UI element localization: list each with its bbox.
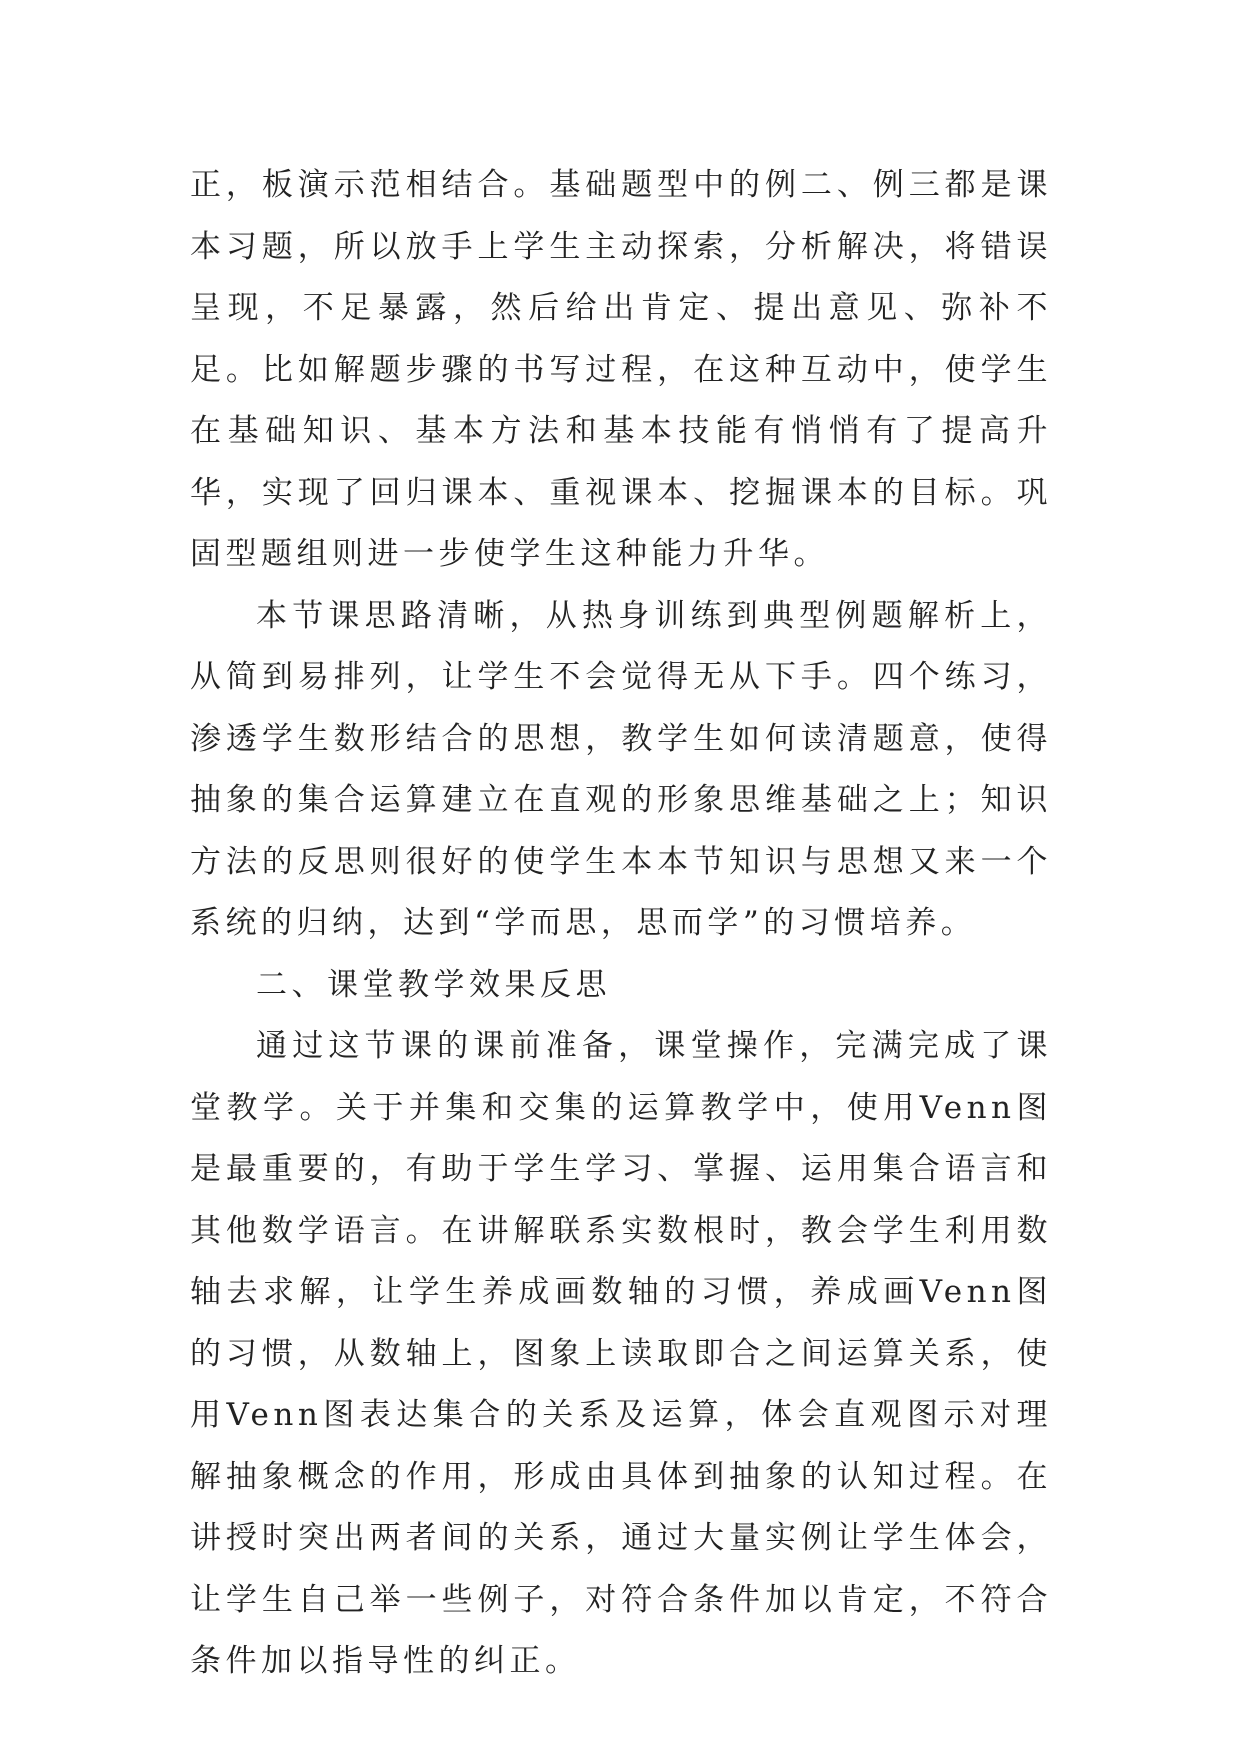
document-body (190, 155, 1052, 1693)
section-heading: 二、课堂教学效果反思 (256, 966, 611, 1003)
paragraph-teaching-effect: 通过这节课的课前准备，课堂操作，完满完成了课堂教学。关于并集和交集的运算教学中，使用Venn图是最重要的，有助于学生学习、掌握、运用集合语言和其他数学语言。在讲解联系实数根时，教会学生利用数轴去求解，让学生养成画数轴的习惯，养成画Venn图的习惯，从数轴上，图象上读取即合之间运算关系，使用Venn图表达集合的关系及运算，体会直观图示对理解抽象概念的作用，形成由具体到抽象的认知过程。在讲授时突出两者间的关系，通过大量实例让学生体会，让学生自己举一些例子，对符合条件加以肯定，不符合条件加以指导性的纠正。 (190, 1028, 1052, 1679)
paragraph-lesson-ideas: 本节课思路清晰，从热身训练到典型例题解析上，从简到易排列，让学生不会觉得无从下手。四个练习，渗透学生数形结合的思想，教学生如何读清题意，使得抽象的集合运算建立在直观的形象思维基础之上；知识方法的反思则很好的使学生本本节知识与思想又来一个系统的归纳，达到“学而思，思而学”的习惯培养。 (190, 597, 1052, 941)
paragraph-continuation: 正，板演示范相结合。基础题型中的例二、例三都是课本习题，所以放手上学生主动探索，分析解决，将错误呈现，不足暴露，然后给出肯定、提出意见、弥补不足。比如解题步骤的书写过程，在这种互动中，使学生在基础知识、基本方法和基本技能有悄悄有了提高升华，实现了回归课本、重视课本、挖掘课本的目标。巩固型题组则进一步使学生这种能力升华。 (190, 167, 1052, 572)
